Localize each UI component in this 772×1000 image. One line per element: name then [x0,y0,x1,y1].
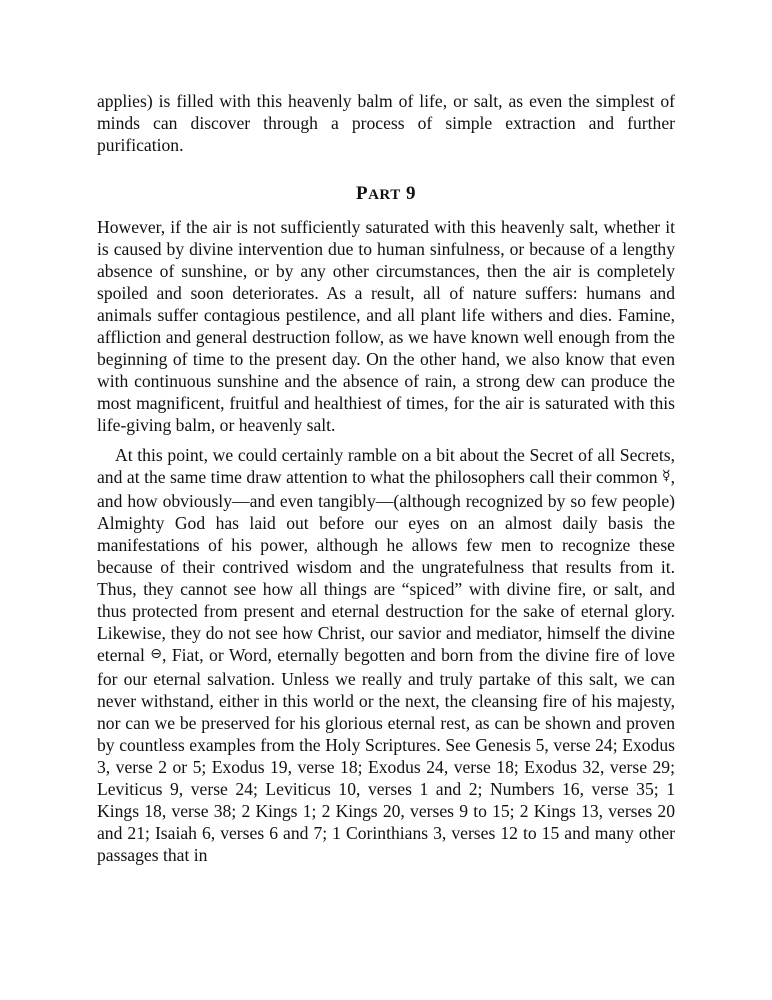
intro-paragraph: applies) is filled with this heavenly balm of life, or salt, as even the simplest of minds can discover through a process of simple extraction and further purification. [97,91,675,155]
section-heading-number: 9 [406,183,416,204]
body-paragraph-2 [97,444,675,866]
paragraph-2-part-c: , Fiat, or Word, eternally begotten and born from the divine fire of love for our eternal salvation. Unless we really and truly partake of this salt, we can never withstand, either in this world or the next, the cleansing fire of his majesty, nor can we be preserved for his glorious eternal rest, as can be shown and proven by countless examples from the Holy Scriptures. See Genesis 5, verse 24; Exodus 3, verse 2 or 5; Exodus 19, verse 18; Exodus 24, verse 18; Exodus 32, verse 29; Leviticus 9, verse 24; Leviticus 10, verses 1 and 2; Numbers 16, verse 35; 1 Kings 18, verse 38; 2 Kings 1; 2 Kings 20, verses 9 to 15; 2 Kings 13, verses 20 and 21; Isaiah 6, verses 6 and 7; 1 Corinthians 3, verses 12 to 15 and many other passages that in [97,645,675,865]
section-heading-initial: P [355,183,369,204]
mercury-symbol-icon: ☿ [662,468,671,484]
paragraph-2-part-b: , and how obviously—and even tangibly—(although recognized by so few people) Almighty God has laid out before our eyes on an almost daily basis the manifestations of his power, although he allows few men to recognize these because of their contrived wisdom and the ungratefulness that results from it. Thus, they cannot see how all things are “spiced” with divine fire, or salt, and thus protected from present and eternal destruction for the sake of eternal glory. Likewise, they do not see how Christ, our savior and mediator, himself the divine eternal [97,467,675,665]
paragraph-2-part-a: At this point, we could certainly ramble on a bit about the Secret of all Secrets, and at the same time draw attention to what the philosophers call their common [97,445,675,487]
body-paragraph-1: However, if the air is not sufficiently saturated with this heavenly salt, whether it is caused by divine intervention due to human sinfulness, or because of a lengthy absence of sunshine, or by any other circumstances, then the air is completely spoiled and soon deteriorates. As a result, all of nature suffers: humans and animals suffer contagious pestilence, and all plant life withers and dies. Famine, affliction and general destruction follow, as we have known well enough from the beginning of time to the present day. On the other hand, we also know that even with continuous sunshine and the absence of rain, a strong dew can produce the most magnificent, fruitful and healthiest of times, for the air is saturated with this life-giving balm, or heavenly salt. [97,217,675,435]
document-page [97,90,675,866]
section-heading [97,183,675,206]
salt-symbol-icon: ⊖ [150,646,163,662]
section-heading-rest: ART [368,187,401,203]
